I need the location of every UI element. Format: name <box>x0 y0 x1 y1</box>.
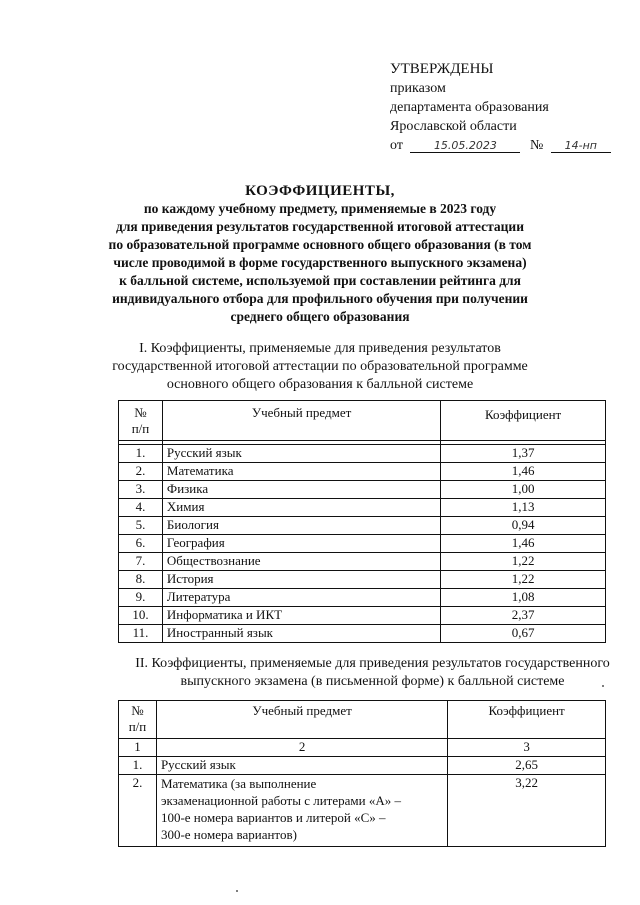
title-line: к балльной системе, используемой при составлении рейтинга для <box>119 273 521 288</box>
row-num: 2. <box>119 463 163 481</box>
row-subject: География <box>162 535 440 553</box>
approval-block <box>390 60 611 155</box>
table-index-row <box>119 739 606 757</box>
row-num: 2. <box>119 775 157 847</box>
row-num: 6. <box>119 535 163 553</box>
table-row <box>119 589 606 607</box>
table-row <box>119 757 606 775</box>
row-coefficient: 1,08 <box>441 589 606 607</box>
table-row <box>119 607 606 625</box>
header-coefficient: Коэффициент <box>448 701 606 739</box>
row-num: 9. <box>119 589 163 607</box>
row-coefficient: 1,13 <box>441 499 606 517</box>
row-num: 11. <box>119 625 163 643</box>
header-subject: Учебный предмет <box>162 401 440 441</box>
section2-heading-line: II. Коэффициенты, применяемые для приведения результатов государственного <box>135 656 610 671</box>
table-row <box>119 553 606 571</box>
row-subject: Химия <box>162 499 440 517</box>
table-row <box>119 535 606 553</box>
table-row <box>119 463 606 481</box>
approval-heading: УТВЕРЖДЕНЫ <box>390 61 494 77</box>
row-num: 4. <box>119 499 163 517</box>
section2-heading <box>110 655 635 691</box>
section2-heading-line: выпускного экзамена (в письменной форме) к балльной системе <box>180 674 565 689</box>
row-coefficient: 2,65 <box>448 757 606 775</box>
section1-heading-line: государственной итоговой аттестации по образовательной программе <box>112 359 528 374</box>
title-line: по каждому учебному предмету, применяемые в 2023 году <box>143 201 497 216</box>
title-line: для приведения результатов государственной итоговой аттестации <box>116 219 524 234</box>
row-subject <box>156 775 447 847</box>
coefficients-table-2 <box>118 700 606 847</box>
approval-line-region: Ярославской области <box>390 119 517 134</box>
section1-heading <box>0 340 640 394</box>
from-label: от <box>390 138 403 153</box>
approval-line-order: приказом <box>390 81 446 96</box>
approval-date-number-line <box>390 136 611 155</box>
table-row <box>119 445 606 463</box>
row-coefficient: 1,46 <box>441 463 606 481</box>
number-label: № <box>529 138 544 153</box>
handwritten-date: 15.05.2023 <box>410 139 520 153</box>
title-line: по образовательной программе основного общего образования (в том <box>108 237 532 252</box>
row-subject: Информатика и ИКТ <box>162 607 440 625</box>
document-title <box>0 182 640 326</box>
row-subject: Русский язык <box>156 757 447 775</box>
row-subject: Физика <box>162 481 440 499</box>
table-row <box>119 517 606 535</box>
title-heading: КОЭФФИЦИЕНТЫ, <box>245 183 395 199</box>
header-coefficient: Коэффициент <box>441 401 606 441</box>
header-num-line1: № <box>134 405 147 420</box>
row-coefficient: 1,46 <box>441 535 606 553</box>
row-subject-line: 300-е номера вариантов) <box>160 827 297 842</box>
table-header-row <box>119 701 606 739</box>
header-num <box>119 401 163 441</box>
row-subject: Русский язык <box>162 445 440 463</box>
table-row <box>119 625 606 643</box>
row-coefficient: 0,94 <box>441 517 606 535</box>
row-coefficient: 3,22 <box>448 775 606 847</box>
header-num-line2: п/п <box>128 719 147 734</box>
coefficients-table-1 <box>118 400 606 643</box>
header-subject: Учебный предмет <box>156 701 447 739</box>
header-num <box>119 701 157 739</box>
row-coefficient: 2,37 <box>441 607 606 625</box>
table-row <box>119 499 606 517</box>
row-subject: Иностранный язык <box>162 625 440 643</box>
row-subject-line: экзаменационной работы с литерами «А» – <box>160 793 401 808</box>
title-line: среднего общего образования <box>230 309 410 324</box>
section1-heading-line: основного общего образования к балльной системе <box>166 377 474 392</box>
title-line: индивидуального отбора для профильного обучения при получении <box>112 291 528 306</box>
row-coefficient: 0,67 <box>441 625 606 643</box>
table-row <box>119 481 606 499</box>
row-subject-line: 100-е номера вариантов и литерой «С» – <box>160 810 386 825</box>
row-num: 5. <box>119 517 163 535</box>
index-col-2: 2 <box>156 739 447 757</box>
row-coefficient: 1,22 <box>441 571 606 589</box>
index-col-1: 1 <box>119 739 157 757</box>
table-row <box>119 571 606 589</box>
row-num: 8. <box>119 571 163 589</box>
row-coefficient: 1,22 <box>441 553 606 571</box>
row-subject: История <box>162 571 440 589</box>
row-coefficient: 1,00 <box>441 481 606 499</box>
header-num-line2: п/п <box>131 421 150 436</box>
title-line: числе проводимой в форме государственного выпускного экзамена) <box>113 255 527 270</box>
section1-heading-line: I. Коэффициенты, применяемые для приведения результатов <box>139 341 501 356</box>
index-col-3: 3 <box>448 739 606 757</box>
row-num: 3. <box>119 481 163 499</box>
row-subject: Литература <box>162 589 440 607</box>
header-num-line1: № <box>131 703 144 718</box>
table-row <box>119 775 606 847</box>
approval-line-department: департамента образования <box>390 100 549 115</box>
row-subject: Обществознание <box>162 553 440 571</box>
scan-speck <box>236 890 238 892</box>
row-num: 1. <box>119 445 163 463</box>
row-num: 10. <box>119 607 163 625</box>
handwritten-number: 14-нп <box>551 139 611 153</box>
row-coefficient: 1,37 <box>441 445 606 463</box>
row-subject: Математика <box>162 463 440 481</box>
scan-speck <box>602 685 604 687</box>
row-num: 7. <box>119 553 163 571</box>
row-subject: Биология <box>162 517 440 535</box>
row-num: 1. <box>119 757 157 775</box>
table-header-row <box>119 401 606 441</box>
row-subject-line: Математика (за выполнение <box>160 776 317 791</box>
